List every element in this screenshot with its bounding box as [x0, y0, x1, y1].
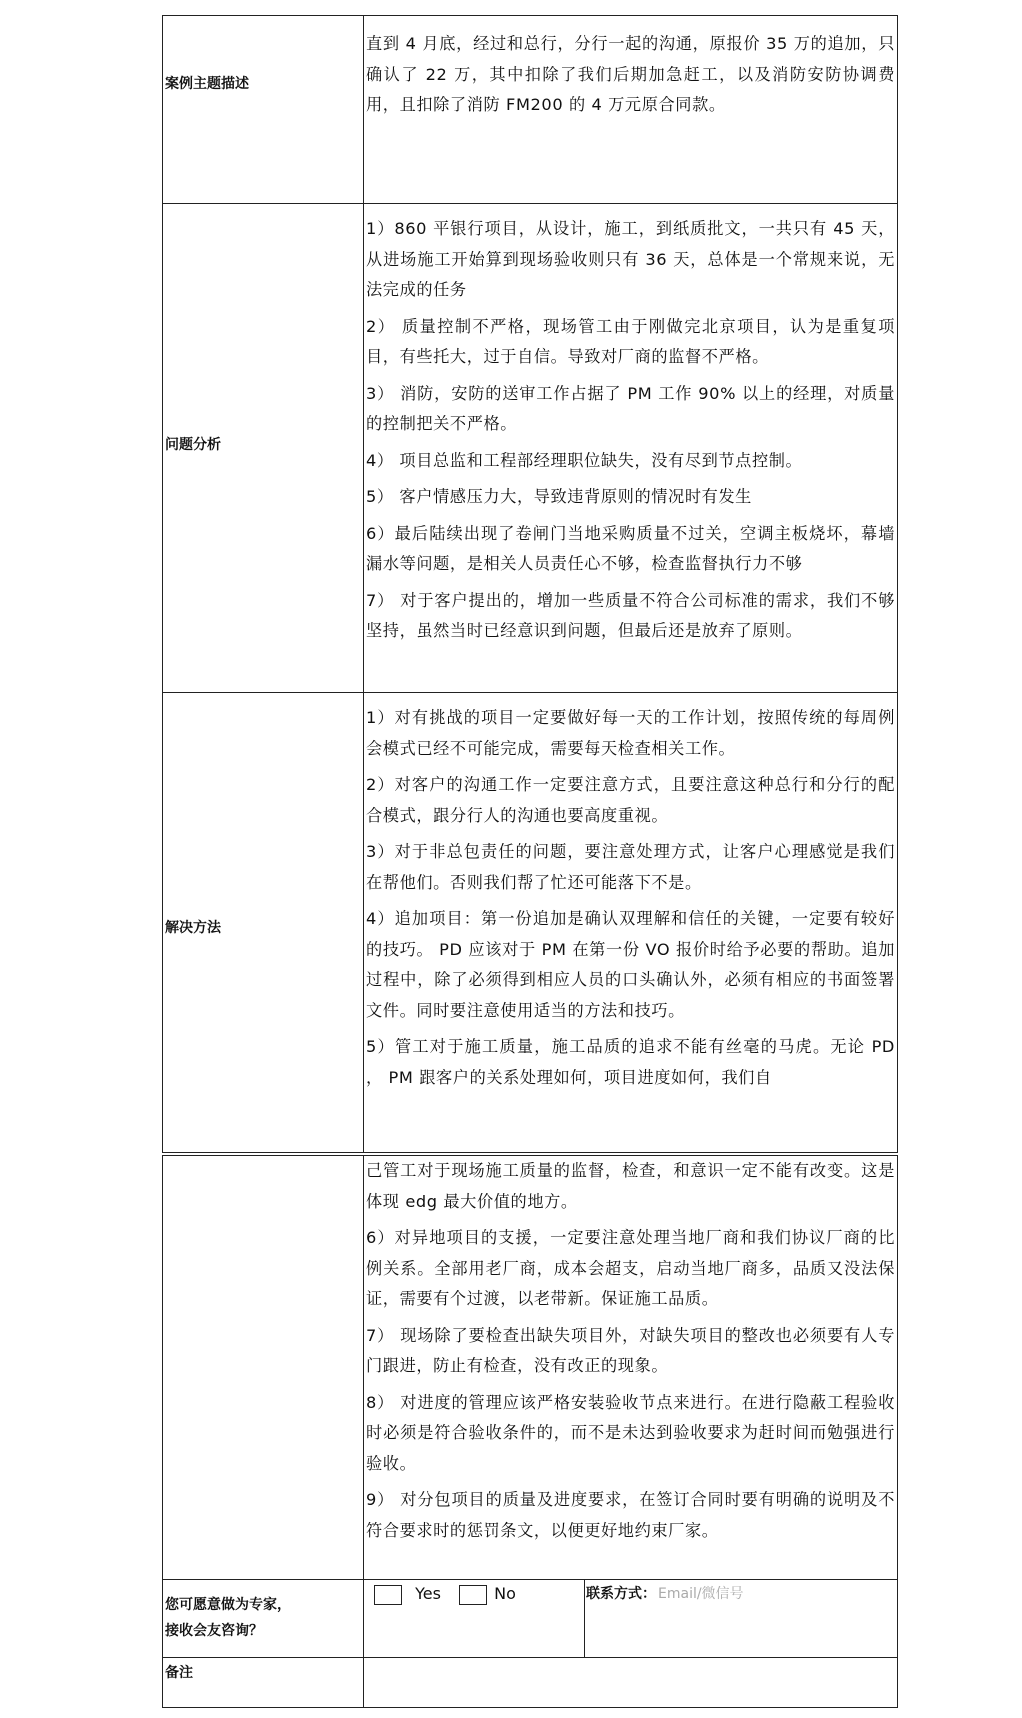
problem-item: 7） 对于客户提出的，增加一些质量不符合公司标准的需求，我们不够坚持，虽然当时已经意识到问题，但最后还是放弃了原则。	[366, 590, 895, 640]
contact-divider	[584, 1580, 585, 1657]
problem-analysis-row	[163, 204, 897, 693]
solution-item: 9） 对分包项目的质量及进度要求，在签订合同时要有明确的说明及不符合要求时的惩罚条文，以便更好地约束厂家。	[366, 1490, 895, 1540]
problem-item: 5） 客户情感压力大，导致违背原则的情况时有发生	[366, 487, 752, 506]
case-description-text: 直到 4 月底，经过和总行，分行一起的沟通，原报价 35 万的追加，只确认了 22 万，其中扣除了我们后期加急赶工，以及消防安防协调费用，且扣除了消防 FM200 的 4 万元原合同款。	[366, 34, 895, 114]
no-option[interactable]	[459, 1580, 516, 1608]
problem-item: 3） 消防，安防的送审工作占据了 PM 工作 90% 以上的经理，对质量的控制把关不严格。	[366, 383, 895, 433]
problem-analysis-cell	[366, 204, 895, 692]
case-description-cell	[366, 16, 895, 203]
solution-item: 4）追加项目：第一份追加是确认双理解和信任的关键，一定要有较好的技巧。 PD 应该对于 PM 在第一份 VO 报价时给予必要的帮助。追加过程中，除了必须得到相应人员的口头确认外，必须有相应的书面签署文件。同时要注意使用适当的方法和技巧。	[366, 909, 895, 1020]
remark-row	[163, 1658, 897, 1707]
remark-label-cell	[163, 1658, 364, 1707]
solution-item: 5）管工对于施工质量，施工品质的追求不能有丝毫的马虎。无论 PD ， PM 跟客户的关系处理如何，项目进度如何，我们自	[366, 1037, 895, 1087]
problem-analysis-label-cell	[163, 204, 364, 692]
yes-label: Yes	[415, 1584, 441, 1603]
solution-item: 8） 对进度的管理应该严格安装验收节点来进行。在进行隐蔽工程验收时必须是符合验收条件的，而不是未达到验收要求为赶时间而勉强进行验收。	[366, 1392, 895, 1473]
solution-label: 解决方法	[165, 920, 221, 936]
solution-cell	[366, 693, 895, 1152]
contact-input[interactable]: Email/微信号	[658, 1586, 744, 1602]
expert-consult-row	[163, 1580, 897, 1658]
yes-checkbox[interactable]	[374, 1585, 402, 1605]
remark-cell[interactable]	[366, 1658, 895, 1707]
no-checkbox[interactable]	[459, 1585, 487, 1605]
case-description-label-cell	[163, 16, 364, 203]
solution-item: 7） 现场除了要检查出缺失项目外，对缺失项目的整改也必须要有人专门跟进，防止有检查，没有改正的现象。	[366, 1325, 895, 1375]
problem-item: 2） 质量控制不严格，现场管工由于刚做完北京项目，认为是重复项目，有些托大，过于自信。导致对厂商的监督不严格。	[366, 316, 895, 366]
problem-analysis-label: 问题分析	[165, 437, 221, 453]
expert-consult-label-line2: 接收会友咨询？	[165, 1623, 263, 1639]
case-table-part1	[162, 15, 898, 1153]
solution-item: 3）对于非总包责任的问题，要注意处理方式，让客户心理感觉是我们在帮他们。否则我们帮了忙还可能落下不是。	[366, 842, 895, 892]
solution-item: 己管工对于现场施工质量的监督，检查，和意识一定不能有改变。这是体现 edg 最大价值的地方。	[366, 1161, 895, 1211]
expert-consult-label-line1: 您可愿意做为专家，	[165, 1597, 291, 1613]
case-table-part2	[162, 1155, 898, 1708]
solution-item: 2）对客户的沟通工作一定要注意方式，且要注意这种总行和分行的配合模式，跟分行人的沟通也要高度重视。	[366, 775, 895, 825]
solution-item: 1）对有挑战的项目一定要做好每一天的工作计划，按照传统的每周例会模式已经不可能完成，需要每天检查相关工作。	[366, 708, 895, 758]
solution-continued-row	[163, 1156, 897, 1580]
remark-label: 备注	[165, 1665, 193, 1681]
expert-consult-label-cell	[163, 1580, 364, 1657]
solution-item: 6）对异地项目的支援，一定要注意处理当地厂商和我们协议厂商的比例关系。全部用老厂商，成本会超支，启动当地厂商多，品质又没法保证，需要有个过渡，以老带新。保证施工品质。	[366, 1228, 895, 1308]
yes-option[interactable]	[374, 1580, 441, 1608]
no-label: No	[494, 1584, 516, 1603]
expert-consult-label	[165, 1592, 291, 1644]
problem-item: 1）860 平银行项目，从设计，施工，到纸质批文，一共只有 45 天，从进场施工开始算到现场验收则只有 36 天，总体是一个常规来说，无法完成的任务	[366, 219, 895, 299]
solution-row	[163, 693, 897, 1152]
problem-item: 4） 项目总监和工程部经理职位缺失，没有尽到节点控制。	[366, 450, 803, 470]
solution-label-cell	[163, 693, 364, 1152]
contact-label: 联系方式：	[586, 1586, 656, 1602]
case-description-label: 案例主题描述	[165, 76, 249, 92]
solution-continued-label-cell	[163, 1156, 364, 1579]
case-description-row	[163, 16, 897, 204]
expert-consult-cell	[366, 1580, 895, 1657]
problem-item: 6）最后陆续出现了卷闸门当地采购质量不过关，空调主板烧坏，幕墙漏水等问题，是相关人员责任心不够，检查监督执行力不够	[366, 523, 895, 573]
solution-continued-cell	[366, 1156, 895, 1579]
